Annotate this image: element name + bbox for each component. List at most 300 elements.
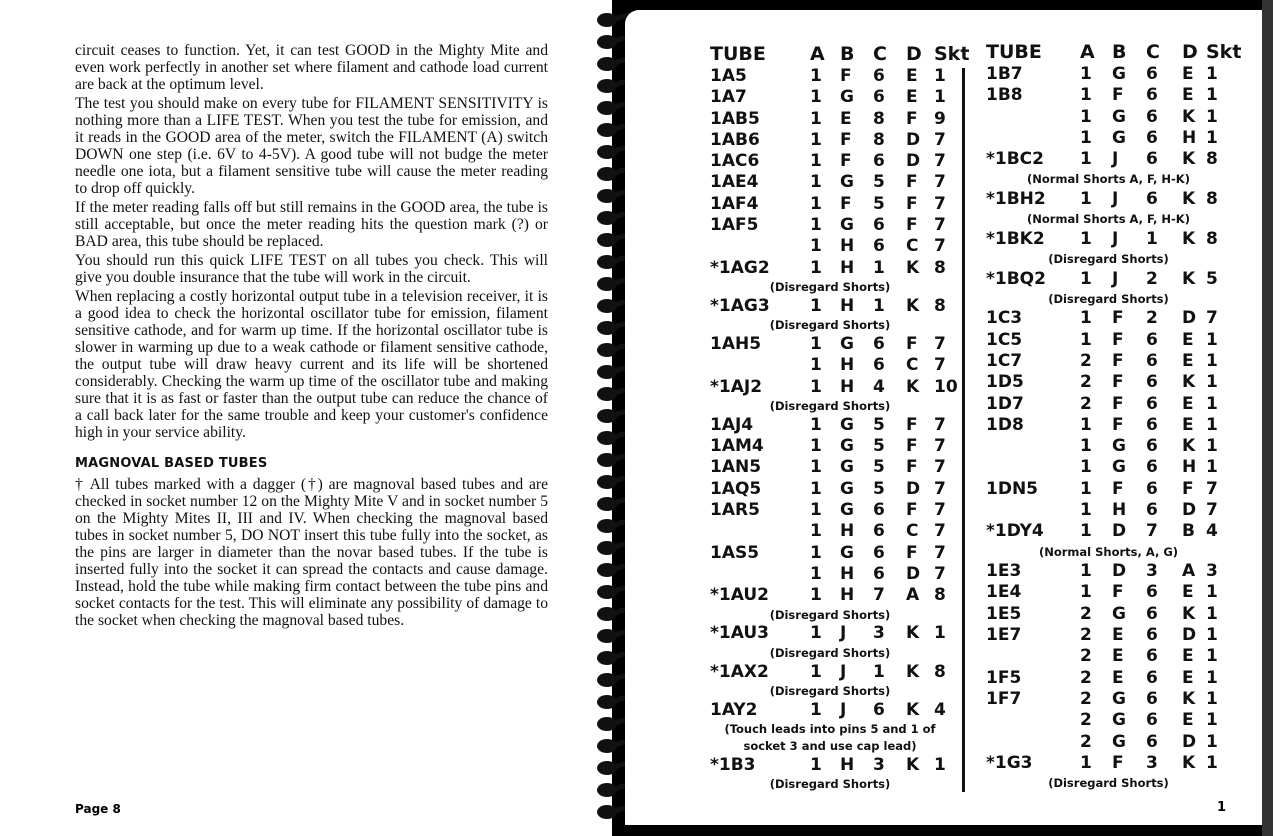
table-row bbox=[986, 582, 1241, 603]
cell: 1 bbox=[1080, 457, 1092, 478]
cell: F bbox=[906, 215, 918, 236]
table-row bbox=[710, 215, 965, 236]
column-header: TUBE bbox=[986, 41, 1042, 63]
table-row bbox=[710, 258, 965, 279]
cell: 7 bbox=[934, 236, 946, 257]
cell: *1B3 bbox=[710, 754, 756, 775]
cell: *1G3 bbox=[986, 752, 1033, 773]
cell: 1 bbox=[810, 563, 822, 584]
cell: 1 bbox=[1206, 414, 1218, 435]
table-note: (Disregard Shorts) bbox=[769, 683, 891, 698]
table-row bbox=[710, 172, 965, 193]
cell: 1 bbox=[934, 66, 946, 86]
cell: G bbox=[840, 87, 854, 108]
cell: G bbox=[1112, 106, 1126, 127]
table-row bbox=[710, 87, 965, 108]
table-row bbox=[710, 755, 965, 776]
cell: 1F5 bbox=[986, 667, 1022, 688]
cell: 6 bbox=[1146, 64, 1158, 84]
cell: K bbox=[1182, 436, 1196, 457]
cell: F bbox=[840, 193, 852, 214]
cell: 1 bbox=[1080, 500, 1092, 521]
cell: 1 bbox=[1206, 106, 1218, 127]
cell: 1 bbox=[810, 172, 822, 193]
cell: 2 bbox=[1146, 268, 1158, 289]
cell: 1 bbox=[934, 754, 946, 775]
cell: J bbox=[1112, 188, 1119, 209]
table-note: (Disregard Shorts) bbox=[769, 279, 891, 294]
cell: F bbox=[1112, 350, 1124, 371]
page-number: Page 8 bbox=[75, 802, 121, 816]
cell: 1 bbox=[1080, 106, 1092, 127]
cell: 2 bbox=[1080, 625, 1092, 646]
cell: 1 bbox=[1080, 149, 1092, 170]
table-note: (Disregard Shorts) bbox=[769, 607, 891, 622]
table-row bbox=[986, 372, 1241, 393]
cell: 7 bbox=[934, 500, 946, 521]
cell: G bbox=[1112, 436, 1126, 457]
cell: G bbox=[840, 172, 854, 193]
cell: 5 bbox=[1206, 268, 1218, 289]
cell: 2 bbox=[1146, 308, 1158, 329]
table-row bbox=[986, 394, 1241, 415]
table-row bbox=[986, 500, 1241, 521]
cell: K bbox=[1182, 106, 1196, 127]
cell: 1 bbox=[1206, 457, 1218, 478]
table-row bbox=[710, 479, 965, 500]
cell: 8 bbox=[1206, 228, 1218, 249]
table-row bbox=[710, 109, 965, 130]
cell: H bbox=[840, 754, 855, 775]
cell: 6 bbox=[1146, 688, 1158, 709]
cell: E bbox=[1182, 393, 1194, 414]
cell: G bbox=[840, 334, 854, 355]
cell: E bbox=[1182, 710, 1194, 731]
column-header: B bbox=[1112, 41, 1127, 63]
cell: *1BH2 bbox=[986, 188, 1046, 209]
cell: *1AJ2 bbox=[710, 376, 763, 397]
cell: 1 bbox=[1080, 308, 1092, 329]
cell: 1A7 bbox=[710, 87, 747, 108]
table-note: (Disregard Shorts) bbox=[1048, 291, 1169, 306]
cell: 1AC6 bbox=[710, 151, 760, 172]
cell: 6 bbox=[1146, 149, 1158, 170]
cell: J bbox=[840, 699, 847, 720]
table-row bbox=[986, 351, 1241, 372]
table-row bbox=[710, 66, 965, 87]
cell: 6 bbox=[1146, 478, 1158, 499]
cell: 5 bbox=[873, 414, 885, 435]
cell: J bbox=[1112, 268, 1119, 289]
table-note: socket 3 and use cap lead) bbox=[743, 738, 917, 753]
cell: G bbox=[840, 414, 854, 435]
paragraph: If the meter reading falls off but still remains in the GOOD area, the tube is still acceptable, but once the meter reading hits the question mark (?) or BAD area, this tube should be replaced. bbox=[75, 199, 548, 250]
cell: 1 bbox=[1080, 478, 1092, 499]
cell: F bbox=[1112, 85, 1124, 106]
cell: 2 bbox=[1080, 372, 1092, 393]
cell: 6 bbox=[873, 236, 885, 257]
table-note: (Disregard Shorts) bbox=[769, 645, 891, 660]
cell: 7 bbox=[934, 521, 946, 542]
cell: J bbox=[1112, 228, 1119, 249]
column-header: Skt bbox=[1206, 41, 1242, 63]
cell: 1 bbox=[810, 295, 822, 316]
cell: 1 bbox=[810, 108, 822, 129]
cell: 7 bbox=[934, 193, 946, 214]
cell: 1 bbox=[1080, 64, 1092, 84]
cell: F bbox=[840, 66, 852, 86]
table-row bbox=[710, 662, 965, 683]
cell: 4 bbox=[873, 376, 885, 397]
cell: H bbox=[840, 257, 855, 278]
cell: F bbox=[1112, 752, 1124, 773]
cell: E bbox=[1182, 64, 1194, 84]
column-header: D bbox=[906, 43, 922, 65]
table-row bbox=[710, 296, 965, 317]
cell: H bbox=[840, 585, 855, 606]
cell: *1AX2 bbox=[710, 661, 769, 682]
cell: 6 bbox=[1146, 500, 1158, 521]
cell: 1 bbox=[1206, 436, 1218, 457]
cell: 1B8 bbox=[986, 85, 1023, 106]
cell: *1AU3 bbox=[710, 623, 769, 644]
cell: E bbox=[1182, 646, 1194, 667]
cell: 6 bbox=[873, 215, 885, 236]
table-row bbox=[986, 330, 1241, 351]
cell: 9 bbox=[934, 108, 946, 129]
cell: G bbox=[1112, 127, 1126, 148]
cell: 1AF4 bbox=[710, 193, 759, 214]
table-note: (Normal Shorts A, F, H-K) bbox=[1027, 212, 1190, 227]
cell: 1 bbox=[1146, 228, 1158, 249]
cell: 6 bbox=[873, 151, 885, 172]
cell: G bbox=[840, 478, 854, 499]
cell: 1 bbox=[934, 87, 946, 108]
cell: F bbox=[906, 193, 918, 214]
cell: 1 bbox=[810, 66, 822, 86]
table-row bbox=[986, 521, 1241, 542]
cell: K bbox=[1182, 752, 1196, 773]
cell: 1 bbox=[810, 754, 822, 775]
cell: 1 bbox=[810, 151, 822, 172]
table-row bbox=[986, 415, 1241, 436]
cell: 1 bbox=[810, 500, 822, 521]
cell: 4 bbox=[934, 699, 946, 720]
cell: 1 bbox=[810, 87, 822, 108]
left-page bbox=[0, 0, 612, 836]
cell: 1 bbox=[1080, 329, 1092, 350]
table-row bbox=[986, 229, 1241, 250]
cell: F bbox=[906, 457, 918, 478]
cell: 1 bbox=[873, 661, 885, 682]
table-row bbox=[710, 564, 965, 585]
cell: 6 bbox=[1146, 436, 1158, 457]
cell: E bbox=[906, 87, 918, 108]
table-row bbox=[986, 107, 1241, 128]
cell: 7 bbox=[934, 129, 946, 150]
cell: 1 bbox=[1080, 521, 1092, 542]
table-header bbox=[986, 40, 1241, 64]
table-row bbox=[710, 436, 965, 457]
cell: 3 bbox=[1146, 752, 1158, 773]
table-note: (Normal Shorts A, F, H-K) bbox=[1027, 172, 1190, 187]
cell: 1 bbox=[1080, 85, 1092, 106]
cell: 6 bbox=[873, 521, 885, 542]
cell: 1 bbox=[1206, 372, 1218, 393]
cell: 6 bbox=[1146, 393, 1158, 414]
cell: K bbox=[906, 661, 920, 682]
left-page-text bbox=[75, 42, 548, 631]
cell: 1AM4 bbox=[710, 436, 764, 457]
cell: K bbox=[1182, 149, 1196, 170]
paragraph: You should run this quick LIFE TEST on all tubes you check. This will give you double insurance that the tube will work in the circuit. bbox=[75, 252, 548, 286]
paragraph: circuit ceases to function. Yet, it can test GOOD in the Mighty Mite and even work perfectly in another set where filament and cathode load current are back at the optimum level. bbox=[75, 42, 548, 93]
column-header: C bbox=[1146, 41, 1160, 63]
cell: F bbox=[906, 542, 918, 563]
cell: *1BQ2 bbox=[986, 268, 1046, 289]
page-number: 1 bbox=[1217, 800, 1227, 815]
table-row bbox=[710, 377, 965, 398]
cell: 1 bbox=[810, 542, 822, 563]
cell: 2 bbox=[1080, 646, 1092, 667]
table-row bbox=[710, 521, 965, 542]
cell: 6 bbox=[1146, 106, 1158, 127]
cell: 1 bbox=[1206, 393, 1218, 414]
cell: G bbox=[1112, 688, 1126, 709]
table-row bbox=[986, 64, 1241, 85]
cell: 1AJ4 bbox=[710, 414, 754, 435]
cell: D bbox=[906, 129, 921, 150]
cell: 2 bbox=[1080, 731, 1092, 752]
cell: 1 bbox=[810, 355, 822, 376]
cell: H bbox=[1182, 127, 1197, 148]
cell: H bbox=[840, 236, 855, 257]
cell: K bbox=[906, 257, 920, 278]
cell: F bbox=[1112, 329, 1124, 350]
cell: H bbox=[1112, 500, 1127, 521]
cell: D bbox=[906, 478, 921, 499]
cell: 6 bbox=[873, 66, 885, 86]
cell: 7 bbox=[934, 478, 946, 499]
column-header: D bbox=[1182, 41, 1198, 63]
cell: 7 bbox=[934, 457, 946, 478]
table-note: (Disregard Shorts) bbox=[769, 318, 891, 333]
table-row bbox=[986, 625, 1241, 646]
cell: 1 bbox=[810, 521, 822, 542]
cell: F bbox=[906, 108, 918, 129]
cell: *1DY4 bbox=[986, 521, 1044, 542]
table-row bbox=[710, 700, 965, 721]
cell: 1 bbox=[810, 236, 822, 257]
table-row bbox=[986, 269, 1241, 290]
column-header: Skt bbox=[934, 43, 970, 65]
cell: K bbox=[906, 623, 920, 644]
cell: 8 bbox=[934, 257, 946, 278]
cell: H bbox=[840, 355, 855, 376]
cell: 6 bbox=[1146, 646, 1158, 667]
cell: 1 bbox=[810, 414, 822, 435]
cell: G bbox=[840, 542, 854, 563]
cell: K bbox=[1182, 372, 1196, 393]
cell: 1 bbox=[1080, 127, 1092, 148]
cell: K bbox=[906, 699, 920, 720]
cell: F bbox=[906, 414, 918, 435]
cell: 7 bbox=[873, 585, 885, 606]
cell: 5 bbox=[873, 457, 885, 478]
cell: 1AQ5 bbox=[710, 478, 762, 499]
cell: 8 bbox=[934, 295, 946, 316]
column-header: A bbox=[1080, 41, 1095, 63]
cell: D bbox=[906, 151, 921, 172]
cell: K bbox=[906, 376, 920, 397]
cell: K bbox=[906, 295, 920, 316]
cell: 8 bbox=[873, 108, 885, 129]
cell: 1 bbox=[1206, 85, 1218, 106]
cell: F bbox=[906, 334, 918, 355]
cell: *1BC2 bbox=[986, 149, 1044, 170]
cell: E bbox=[1182, 329, 1194, 350]
cell: F bbox=[906, 500, 918, 521]
cell: 1 bbox=[1080, 582, 1092, 603]
cell: 10 bbox=[934, 376, 958, 397]
cell: 3 bbox=[1206, 561, 1218, 582]
cell: 7 bbox=[1206, 500, 1218, 521]
table-note: (Disregard Shorts) bbox=[769, 398, 891, 413]
column-header: C bbox=[873, 43, 887, 65]
cell: 7 bbox=[934, 436, 946, 457]
cell: F bbox=[1112, 414, 1124, 435]
cell: 1E4 bbox=[986, 582, 1022, 603]
cell: 1 bbox=[810, 376, 822, 397]
cell: J bbox=[840, 661, 847, 682]
table-row bbox=[986, 436, 1241, 457]
cell: 7 bbox=[934, 355, 946, 376]
cell: 6 bbox=[1146, 188, 1158, 209]
cell: 1 bbox=[810, 193, 822, 214]
cell: 1 bbox=[810, 585, 822, 606]
table-row bbox=[986, 604, 1241, 625]
cell: H bbox=[840, 521, 855, 542]
paragraph: When replacing a costly horizontal output tube in a television receiver, it is a good idea to check the horizontal oscillator tube for emission, filament sensitive cathode, and for warm up time. If the horizontal oscillator tube is slower in warming up due to a weak cathode or filament sensitive cathode, the output tube will draw heavy current and its life will be shortened considerably. Checking the warm up time of the oscillator tube and making sure that it is as fast or faster than the output tube can reduce the chance of a call back later for the same trouble and keep your customer's confidence high in your service ability. bbox=[75, 288, 548, 441]
cell: 1 bbox=[1080, 228, 1092, 249]
cell: 8 bbox=[873, 129, 885, 150]
cell: G bbox=[1112, 603, 1126, 624]
cell: G bbox=[1112, 731, 1126, 752]
cell: 6 bbox=[1146, 731, 1158, 752]
cell: 6 bbox=[1146, 350, 1158, 371]
table-row bbox=[986, 689, 1241, 710]
table-note: (Disregard Shorts) bbox=[1048, 776, 1169, 791]
page-edge bbox=[1262, 0, 1273, 836]
cell: E bbox=[1112, 646, 1124, 667]
cell: 6 bbox=[1146, 582, 1158, 603]
cell: G bbox=[840, 457, 854, 478]
cell: 1C5 bbox=[986, 329, 1023, 350]
cell: 1AF5 bbox=[710, 215, 759, 236]
cell: K bbox=[1182, 228, 1196, 249]
cell: J bbox=[1112, 149, 1119, 170]
cell: 1 bbox=[1206, 350, 1218, 371]
cell: 7 bbox=[934, 334, 946, 355]
cell: 6 bbox=[1146, 329, 1158, 350]
table-row bbox=[986, 189, 1241, 210]
cell: D bbox=[1182, 308, 1197, 329]
paragraph: † All tubes marked with a dagger (†) are magnoval based tubes and are checked in socket number 12 on the Mighty Mite V and in socket number 5 on the Mighty Mites II, III and IV. When checking the magnoval based tubes in socket number 5, DO NOT insert this tube fully into the socket, as the pins are larger in diameter than the novar based tubes. If the tube is inserted fully into the socket it can spread the contacts and cause damage. Instead, hold the tube while making firm contact between the tube pins and socket contacts for the test. This will eliminate any possibility of damage to the socket when checking the magnoval based tubes. bbox=[75, 476, 548, 629]
cell: 1 bbox=[810, 699, 822, 720]
cell: 1 bbox=[810, 661, 822, 682]
cell: 1 bbox=[1206, 329, 1218, 350]
cell: 2 bbox=[1080, 667, 1092, 688]
cell: K bbox=[1182, 268, 1196, 289]
cell: 1 bbox=[873, 257, 885, 278]
cell: 2 bbox=[1080, 350, 1092, 371]
cell: 7 bbox=[934, 563, 946, 584]
cell: 6 bbox=[1146, 667, 1158, 688]
cell: A bbox=[1182, 561, 1196, 582]
cell: D bbox=[1182, 625, 1197, 646]
cell: G bbox=[840, 436, 854, 457]
cell: 4 bbox=[1206, 521, 1218, 542]
cell: F bbox=[1112, 393, 1124, 414]
cell: 1 bbox=[810, 623, 822, 644]
table-row bbox=[710, 457, 965, 478]
table-row bbox=[710, 194, 965, 215]
cell: 1E5 bbox=[986, 603, 1022, 624]
cell: D bbox=[906, 563, 921, 584]
cell: 3 bbox=[873, 754, 885, 775]
cell: G bbox=[1112, 710, 1126, 731]
cell: F bbox=[1112, 478, 1124, 499]
cell: 1D7 bbox=[986, 393, 1024, 414]
tube-table-left bbox=[710, 42, 970, 793]
cell: 6 bbox=[873, 500, 885, 521]
cell: E bbox=[1112, 667, 1124, 688]
cell: F bbox=[1182, 478, 1194, 499]
cell: 8 bbox=[934, 585, 946, 606]
cell: 1 bbox=[1080, 752, 1092, 773]
cell: 1 bbox=[1080, 414, 1092, 435]
cell: 7 bbox=[1146, 521, 1158, 542]
cell: 6 bbox=[1146, 710, 1158, 731]
cell: 1A5 bbox=[710, 66, 747, 86]
cell: 1AN5 bbox=[710, 457, 762, 478]
cell: 6 bbox=[1146, 127, 1158, 148]
cell: C bbox=[906, 521, 919, 542]
table-row bbox=[710, 415, 965, 436]
cell: H bbox=[840, 376, 855, 397]
table-row bbox=[986, 85, 1241, 106]
tube-table-right bbox=[986, 40, 1241, 793]
cell: 6 bbox=[1146, 625, 1158, 646]
cell: 1E3 bbox=[986, 561, 1022, 582]
cell: G bbox=[840, 215, 854, 236]
table-row bbox=[986, 646, 1241, 667]
table-row bbox=[986, 753, 1241, 774]
cell: 1 bbox=[1206, 667, 1218, 688]
cell: 5 bbox=[873, 478, 885, 499]
table-row bbox=[986, 128, 1241, 149]
cell: 2 bbox=[1080, 710, 1092, 731]
cell: K bbox=[1182, 188, 1196, 209]
cell: 8 bbox=[934, 661, 946, 682]
cell: K bbox=[1182, 603, 1196, 624]
cell: 6 bbox=[1146, 457, 1158, 478]
cell: 1AB5 bbox=[710, 108, 760, 129]
cell: 6 bbox=[1146, 372, 1158, 393]
section-heading: MAGNOVAL BASED TUBES bbox=[75, 456, 268, 471]
table-row bbox=[710, 543, 965, 564]
cell: E bbox=[1182, 582, 1194, 603]
